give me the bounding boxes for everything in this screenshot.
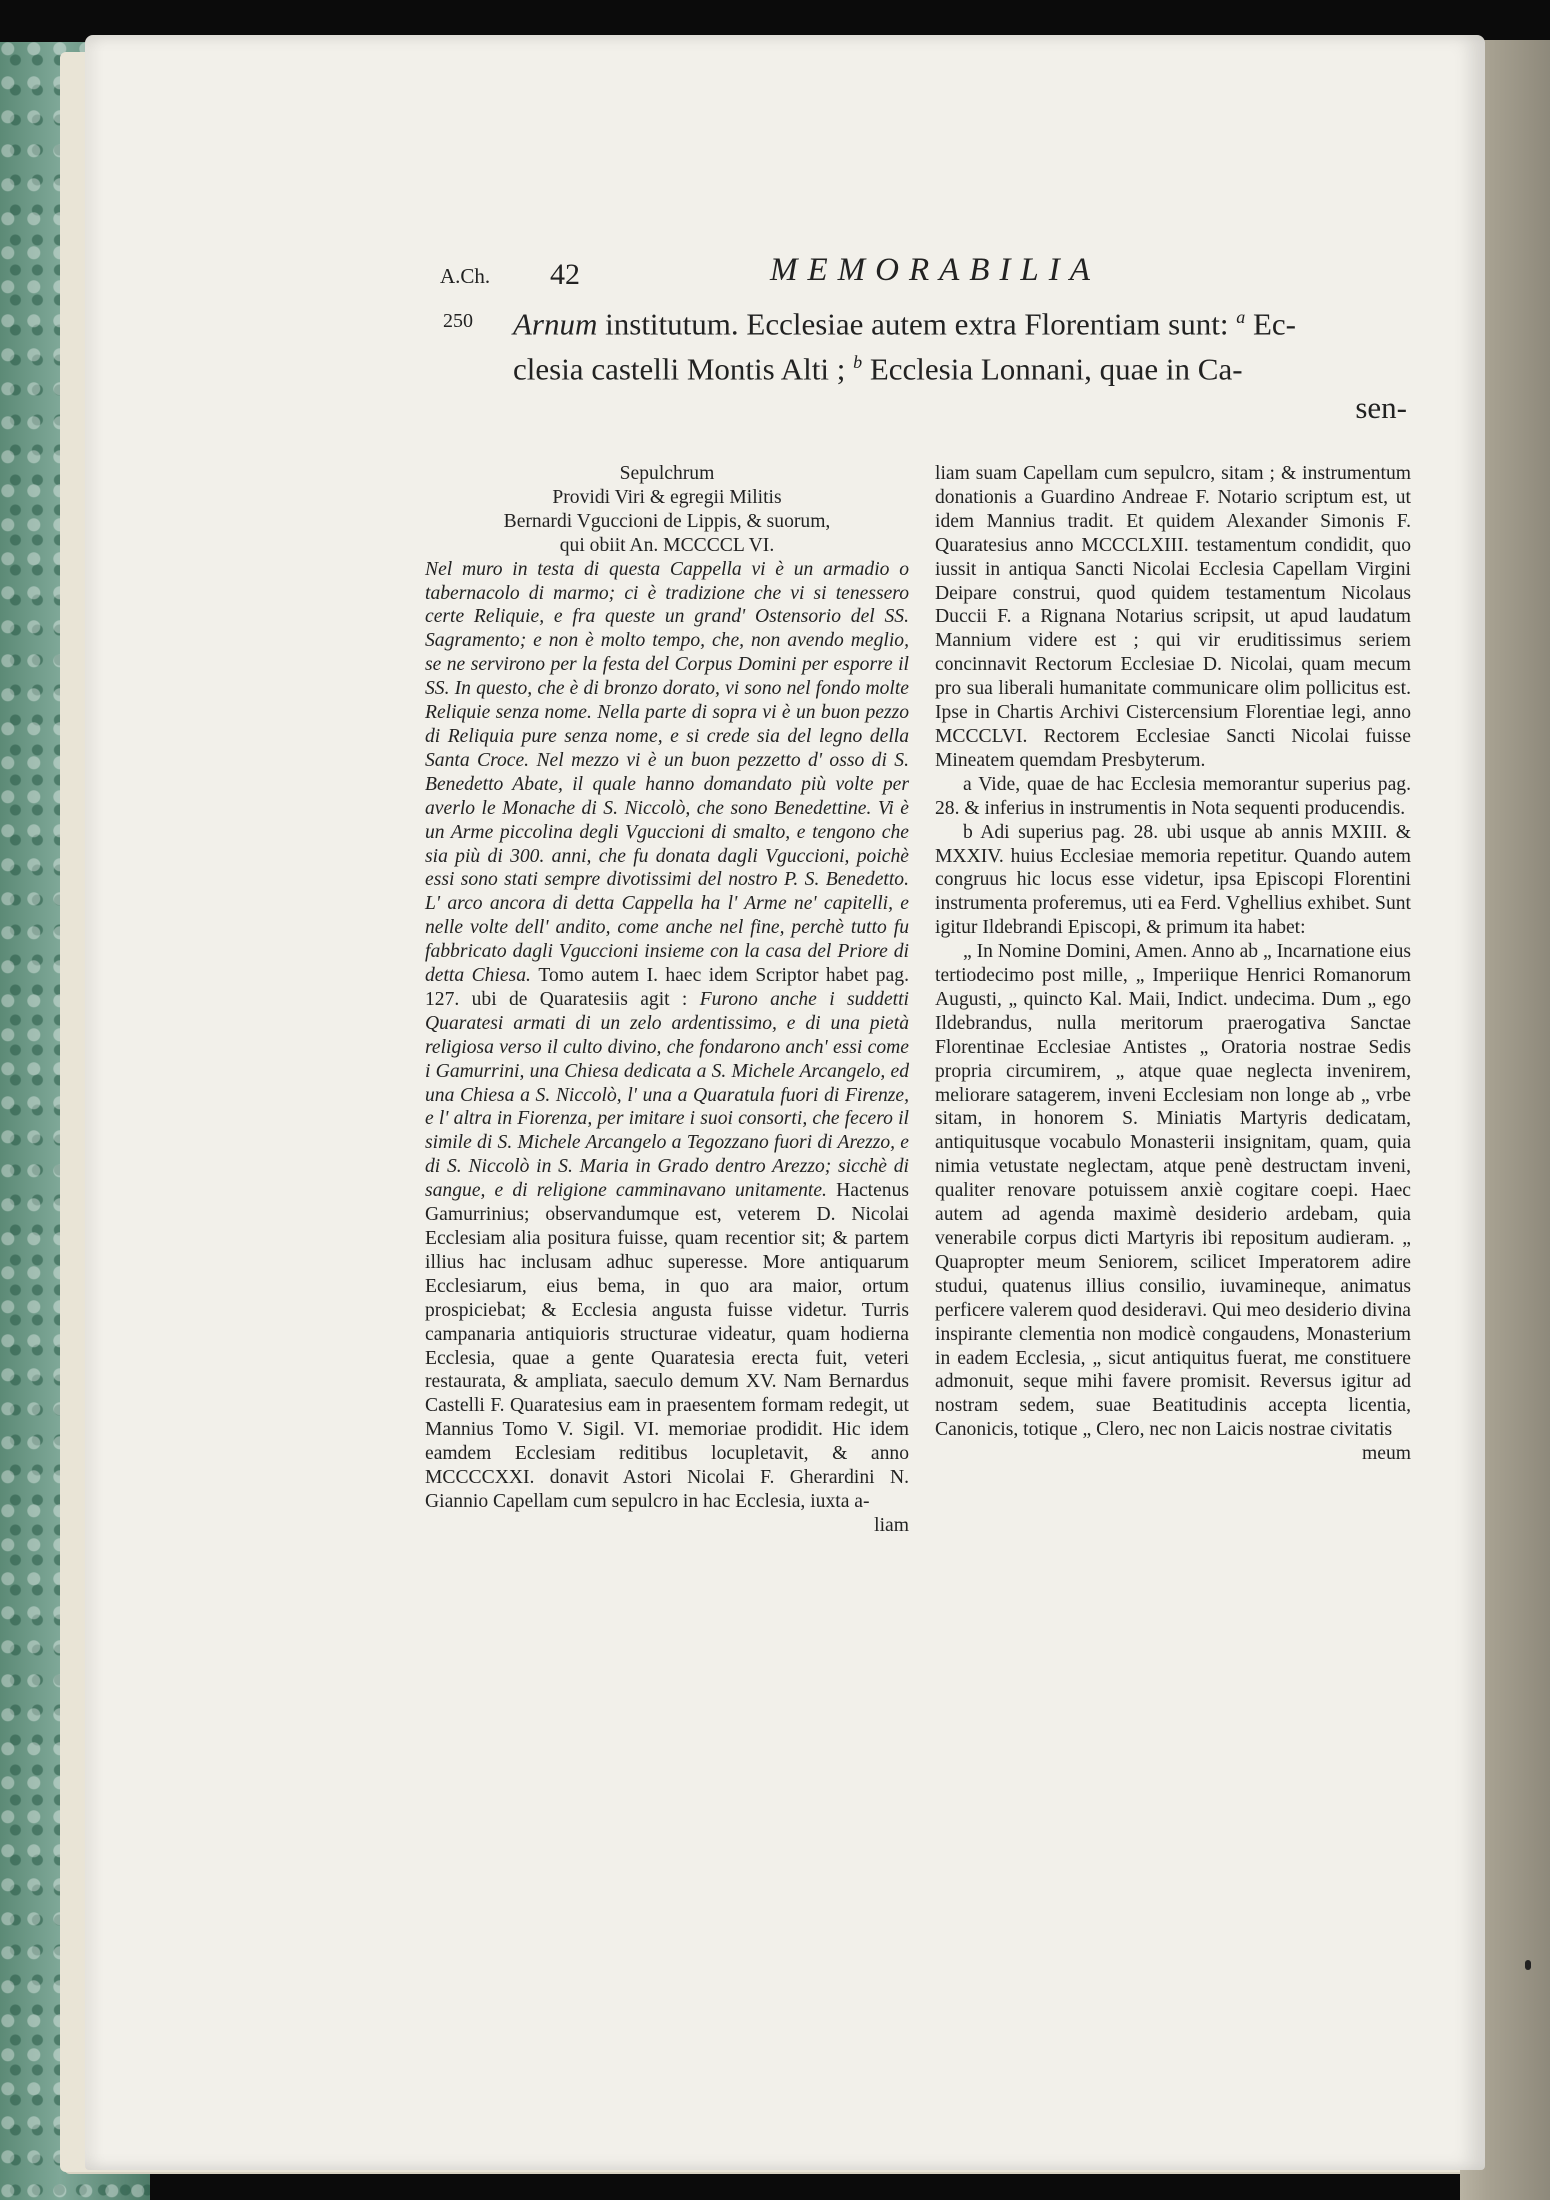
footnote-a: a Vide, quae de hac Ecclesia memorantur superius pag. 28. & inferius in instrumentis in Nota sequenti producendis. [935,773,1411,819]
heading-line-2: Providi Viri & egregii Militis [552,486,782,508]
margin-label: A.Ch. [440,264,491,288]
line2-start: clesia castelli Montis Alti ; [513,351,846,387]
margin-year: 250 [443,310,473,332]
italian-quote-1 [425,558,909,1514]
heading-line-4: qui obiit An. MCCCCL VI. [559,534,775,556]
left-column [425,462,909,1538]
footnote-b: b Adi superius pag. 28. ubi usque ab annis MXIII. & MXXIV. huius Ecclesiae memoria repetitur. Quando autem congruus hic locus esse videtur, ipsa Episcopi Florentini instrumenta proferemus, uti ea Ferd. Vghellius exhibet. Sunt igitur Ildebrandi Episcopi, & primum ita habet: [935,821,1411,939]
running-title: MEMORABILIA [770,252,1100,288]
top-line-1 [455,298,1415,343]
ink-spot [1525,1960,1531,1970]
top-line-2 [455,343,1415,388]
catchword-left: liam [874,1514,909,1536]
italic-word: Arnum [513,306,598,342]
top-text-block [443,298,1415,427]
page-number: 42 [550,258,580,291]
italian-quote-1-text: Nel muro in testa di questa Cappella vi è un armadio o tabernacolo di marmo; ci è tradizione che vi si tenessero certe Reliquie, e fra queste un grand' Ostensorio del SS. Sagramento; e non è molto tempo, che, non avendo meglio, se ne servirono per la festa del Corpus Domini per esporre il SS. In questo, che è di bronzo dorato, vi sono nel fondo molte Reliquie senza nome. Nella parte di sopra vi è un buon pezzo di Reliquia pure senza nome, e si crede sia del legno della Santa Croce. Nel mezzo vi è un buon pezzetto d' osso di S. Benedetto Abate, il quale hanno domandato più volte per averlo le Monache di S. Niccolò, che sono Benedettine. Vi è un Arme piccolina degli Vguccioni di smalto, e tengono che sia più di 300. anni, che fu donata dagli Vguccioni, poichè essi sono stati sempre divotissimi del nostro P. S. Benedetto. L' arco ancora di detta Cappella ha l' Arme ne' capitelli, e nelle volte dell' andito, come anche nel fine, perchè tutto fu fabbricato dagli Vguccioni insieme con la casa del Priore di detta Chiesa. [425,558,909,987]
top-line-3: sen- [1355,389,1407,425]
footnote-marker-a: a [1236,307,1246,327]
heading-line-3: Bernardi Vguccioni de Lippis, & suorum, [503,510,831,532]
right-paragraph-1: liam suam Capellam cum sepulcro, sitam ; & instrumentum donationis a Guardino Andreae F. Notario scriptum est, ut idem Mannius tradit. Et quidem Alexander Simonis F. Quaratesius anno MCCCLXIII. testamentum condidit, quo iussit in antiqua Sancti Nicolai Ecclesia Capellam Virgini Deipare construi, quod quidem testamentum Nicolaus Duccii F. a Rignana Notarius scripsit, ut apud laudatum Mannium videre est ; qui vir eruditissimus seriem concinnavit Rectorum Ecclesiae D. Nicolai, quam mecum pro sua liberali humanitate communicare olim pollicitus est. Ipse in Chartis Archivi Cistercensium Florentiae legi, anno MCCCLVI. Rectorem Ecclesiae Sancti Nicolai fuisse Mineatem quemdam Presbyterum. [935,463,1411,771]
latin-text-2: Hactenus Gamurrinius; observandumque est, veterem D. Nicolai Ecclesiam alia positura fuisse, quam recentior sit; & partem illius hac inclusam adhuc superesse. More antiquarum Ecclesiarum, eius bema, in quo ara maior, ortum prospiciebat; & Ecclesia angusta fuisse videtur. Turris campanaria antiquioris structurae videatur, quam hodierna Ecclesia, quae a gente Quaratesia erecta fuit, veteri restaurata, & ampliata, saeculo demum XV. Nam Bernardus Castelli F. Quaratesius eam in praesentem formam redegit, ut Mannius Tomo V. Sigil. VI. memoriae prodidit. Hic idem eamdem Ecclesiam reditibus locupletavit, & anno MCCCCXXI. donavit Astori Nicolai F. Gherardini N. Giannio Capellam cum sepulcro in hac Ecclesia, iuxta a- [425,1180,909,1512]
charter-quote: „ In Nomine Domini, Amen. Anno ab „ Incarnatione eius tertiodecimo post mille, „ Imperiique Henrici Romanorum Augusti, „ quincto Kal. Maii, Indict. undecima. Dum „ ego Ildebrandus, nulla meritorum praerogativa Sanctae Florentinae Ecclesiae Antistes „ Oratoria nostrae Sedis propria circumirem, „ atque quae neglecta invenirem, meliorare satagerem, inveni Ecclesiam non longe ab „ vrbe sitam, in honorem S. Miniatis Martyris dedicatam, antiquitusque vocabulo Monasterii insignitam, quam, quia nimia vetustate neglectam, atque penè destructam inveni, qualiter renovare potuissem anxiè cogitare coepi. Haec autem ad agenda maximè desiderio ardebam, quia venerabile corpus dicti Martyris ibi repositum audieram. „ Quapropter meum Seniorem, scilicet Imperatorem adire studui, quatenus illius consilio, iuvamineque, animatus perficere valerem quod desideravi. Qui meo desiderio divina inspirante clementia non modicè congaudens, Monasterium in eadem Ecclesia, „ sicut antiquitus fuerat, me constituere admonuit, seque mihi favere promisit. Reversus igitur ad nostram sedem, suae Beatitudinis accepta licentia, Canonicis, totique „ Clero, nec non Laicis nostrae civitatis [935,941,1411,1441]
catchword-right: meum [1362,1443,1411,1465]
right-column [935,462,1411,1466]
footnote-marker-b: b [853,352,863,373]
running-head [440,252,1430,298]
latin-text-1: Tomo autem I. haec idem Scriptor habet pag. 127. ubi de Quaratesiis agit : [425,965,909,1010]
italian-quote-2: Furono anche i suddetti Quaratesi armati di un zelo ardentissimo, e di una pietà religiosa verso il culto divino, che fondarono anch' essi come i Gamurrini, una Chiesa dedicata a S. Michele Arcangelo, ed una Chiesa a S. Niccolò, l' una a Quaratula fuori di Firenze, e l' altra in Fiorenza, per imitare i suoi consorti, che fecero il simile di S. Michele Arcangelo a Tegozzano fuori di Arezzo, e di S. Niccolò in S. Maria in Grado dentro Arezzo; sicchè di sangue, e di religione camminavano unitamente. [425,988,909,1202]
line2-end: Ecclesia Lonnani, quae in Ca- [869,351,1243,387]
line1-end: Ec- [1252,306,1296,342]
heading-line-1: Sepulchrum [619,463,715,484]
line1-text: institutum. Ecclesiae autem extra Florentiam sunt: [605,306,1229,342]
